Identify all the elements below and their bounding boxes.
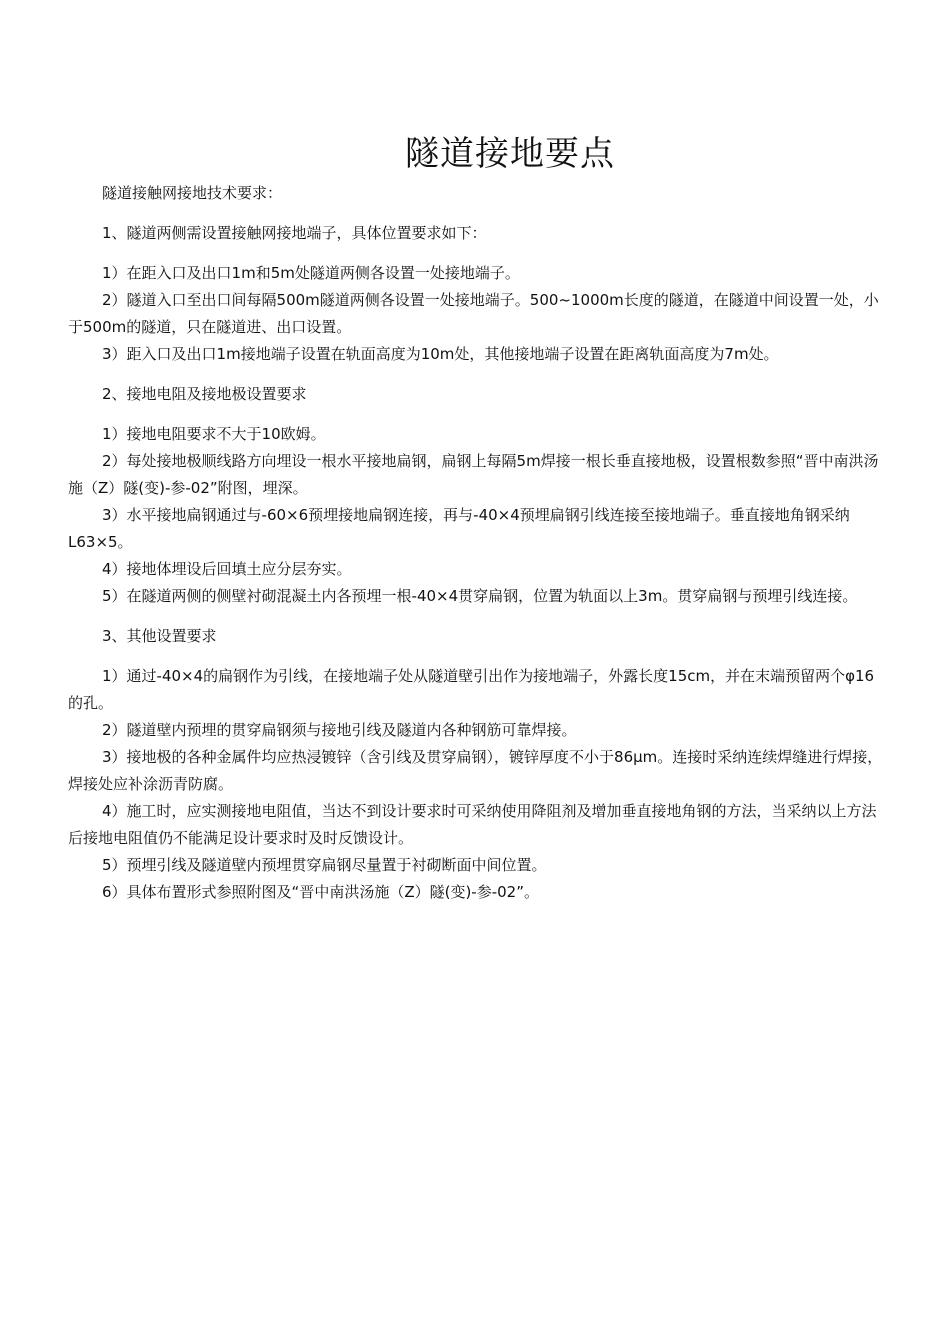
section-2-item-5: 5）在隧道两侧的侧壁衬砌混凝土内各预埋一根-40×4贯穿扁钢，位置为轨面以上3m。贯穿扁钢与预埋引线连接。 xyxy=(102,587,858,605)
section-2-item-4: 4）接地体埋设后回填土应分层夯实。 xyxy=(102,560,352,578)
section-1-item-1: 1）在距入口及出口1m和5m处隧道两侧各设置一处接地端子。 xyxy=(102,264,520,282)
section-2-item-3: 3）水平接地扁钢通过与-60×6预埋接地扁钢连接，再与-40×4预埋扁钢引线连接至接地端子。垂直接地角钢采纳L63×5。 xyxy=(68,506,850,551)
section-1-item-3: 3）距入口及出口1m接地端子设置在轨面高度为10m处，其他接地端子设置在距离轨面高度为7m处。 xyxy=(102,345,779,363)
section-2-item-2: 2）每处接地极顺线路方向埋设一根水平接地扁钢，扁钢上每隔5m焊接一根长垂直接地极，设置根数参照“晋中南洪汤施（Z）隧(变)-参-02”附图，埋深。 xyxy=(68,452,879,497)
section-1-heading: 1、隧道两侧需设置接触网接地端子，具体位置要求如下： xyxy=(102,224,487,242)
section-3-item-2: 2）隧道壁内预埋的贯穿扁钢须与接地引线及隧道内各种钢筋可靠焊接。 xyxy=(102,721,577,739)
document-title: 隧道接地要点 xyxy=(405,134,615,174)
intro-paragraph: 隧道接触网接地技术要求： xyxy=(102,184,283,202)
section-3-item-5: 5）预埋引线及隧道壁内预埋贯穿扁钢尽量置于衬砌断面中间位置。 xyxy=(102,856,547,874)
section-1-item-2: 2）隧道入口至出口间每隔500m隧道两侧各设置一处接地端子。500~1000m长度的隧道，在隧道中间设置一处，小于500m的隧道，只在隧道进、出口设置。 xyxy=(68,291,879,336)
section-2-heading: 2、接地电阻及接地极设置要求 xyxy=(102,385,307,403)
section-3-item-3: 3）接地极的各种金属件均应热浸镀锌（含引线及贯穿扁钢），镀锌厚度不小于86μm。连接时采纳连续焊缝进行焊接，焊接处应补涂沥青防腐。 xyxy=(68,748,883,793)
section-3-item-6: 6）具体布置形式参照附图及“晋中南洪汤施（Z）隧(变)-参-02”。 xyxy=(102,883,539,901)
document-body xyxy=(68,180,888,906)
section-3-item-4: 4）施工时，应实测接地电阻值，当达不到设计要求时可采纳使用降阻剂及增加垂直接地角钢的方法，当采纳以上方法后接地电阻值仍不能满足设计要求时及时反馈设计。 xyxy=(68,802,877,847)
section-3-item-1: 1）通过-40×4的扁钢作为引线，在接地端子处从隧道壁引出作为接地端子，外露长度15cm，并在末端预留两个φ16的孔。 xyxy=(68,667,875,712)
section-2-item-1: 1）接地电阻要求不大于10欧姆。 xyxy=(102,425,326,443)
section-3-heading: 3、其他设置要求 xyxy=(102,627,217,645)
